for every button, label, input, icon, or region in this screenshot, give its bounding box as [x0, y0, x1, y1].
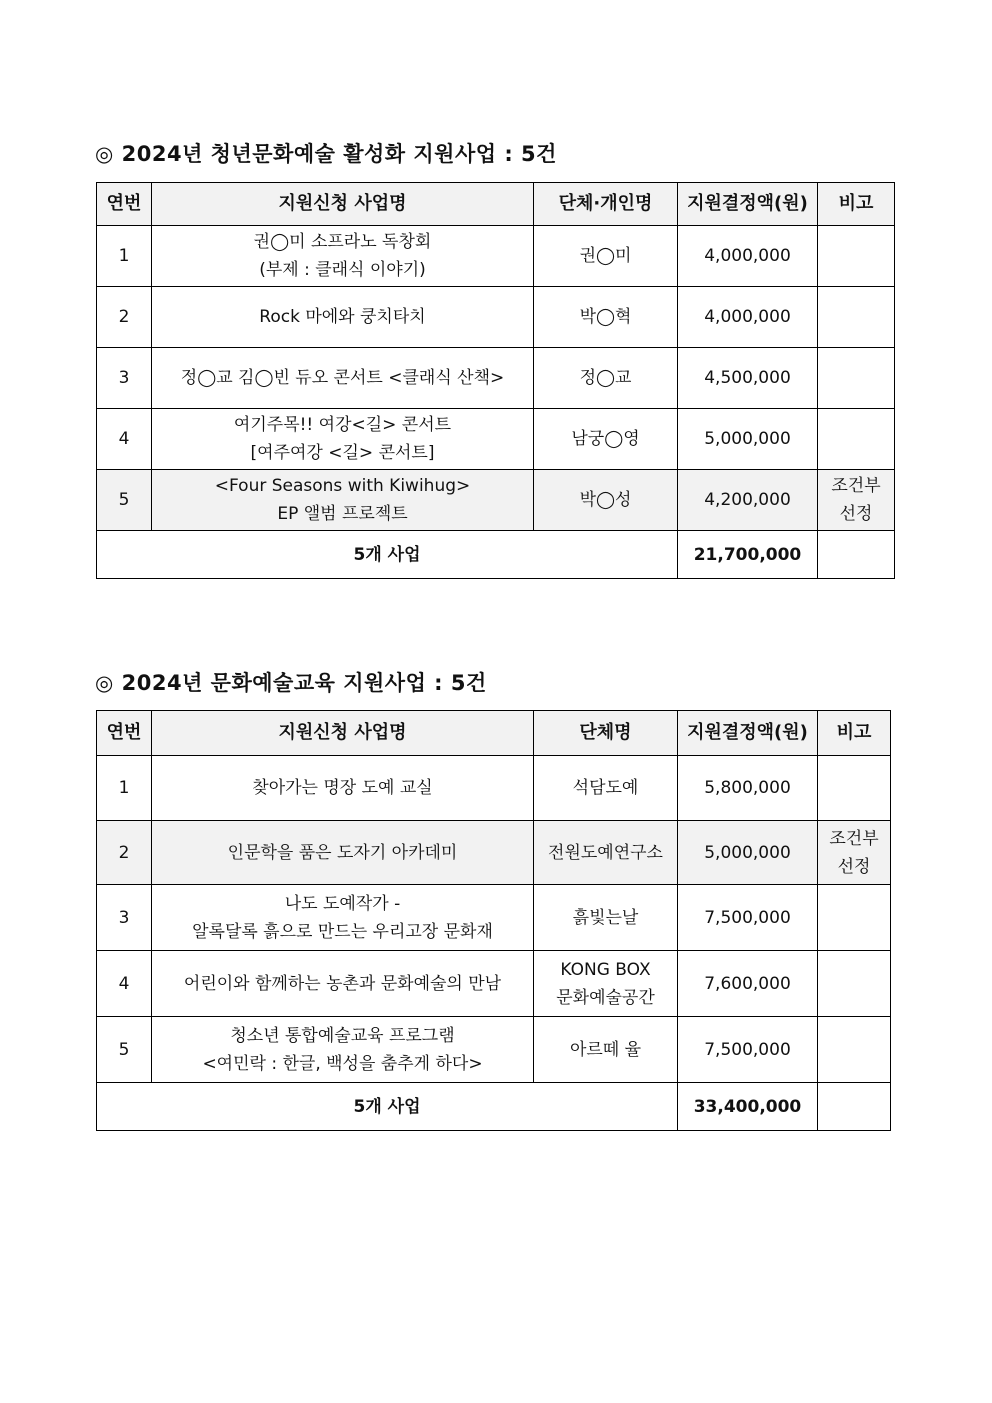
table-row: [97, 885, 891, 951]
table-row: [97, 287, 895, 348]
row-project: [152, 951, 534, 1017]
row-note: [818, 470, 895, 531]
header-amount: 지원결정액(원): [678, 183, 818, 226]
table-header-row: [97, 183, 895, 226]
row-amount: 4,000,000: [678, 287, 818, 348]
project-line: 찾아가는 명장 도예 교실: [252, 778, 433, 798]
note-line: 선정: [839, 504, 873, 524]
table-row: [97, 821, 891, 885]
row-no: 1: [97, 756, 152, 821]
table-row: [97, 409, 895, 470]
project-line: <Four Seasons with Kiwihug>: [214, 476, 471, 496]
row-note: [818, 226, 895, 287]
project-line: 인문학을 품은 도자기 아카데미: [227, 842, 458, 863]
total-amount: 33,400,000: [678, 1083, 818, 1131]
row-no: 5: [97, 470, 152, 531]
row-project: [152, 409, 534, 470]
project-line: 알록달록 흙으로 만드는 우리고장 문화재: [192, 921, 493, 942]
row-no: 3: [97, 885, 152, 951]
project-line: Rock 마에와 쿵치타치: [259, 307, 426, 327]
row-project: [152, 1017, 534, 1083]
project-line: 나도 도예작가 -: [284, 893, 401, 914]
header-org: 단체·개인명: [534, 183, 678, 226]
total-label: 5개 사업: [97, 1083, 678, 1131]
note-line: 선정: [837, 856, 871, 877]
table-row: [97, 1017, 891, 1083]
project-line: 권◯미 소프라노 독창회: [253, 232, 432, 252]
project-line: [여주여강 <길> 콘서트]: [250, 443, 435, 463]
note-line: 조건부: [829, 828, 879, 849]
row-note: [818, 756, 891, 821]
arts-education-table: [96, 710, 891, 1131]
row-no: 2: [97, 287, 152, 348]
row-org: [534, 951, 678, 1017]
row-note: [818, 348, 895, 409]
total-label: 5개 사업: [97, 531, 678, 579]
row-no: 4: [97, 409, 152, 470]
row-project: [152, 226, 534, 287]
row-org: 남궁◯영: [534, 409, 678, 470]
header-project: 지원신청 사업명: [152, 183, 534, 226]
row-no: 3: [97, 348, 152, 409]
org-line: 전원도예연구소: [548, 842, 663, 863]
org-line: 석담도예: [572, 778, 639, 798]
table-row: [97, 756, 891, 821]
section1-title: ◎ 2024년 청년문화예술 활성화 지원사업 : 5건: [95, 142, 557, 166]
total-note: [818, 531, 895, 579]
row-org: 박◯혁: [534, 287, 678, 348]
project-line: 청소년 통합예술교육 프로그램: [230, 1025, 455, 1046]
header-amount: 지원결정액(원): [678, 711, 818, 756]
project-line: 여기주목!! 여강<길> 콘서트: [233, 415, 452, 435]
project-line: <여민락 : 한글, 백성을 춤추게 하다>: [202, 1053, 483, 1074]
org-line: 문화예술공간: [556, 987, 655, 1008]
row-no: 1: [97, 226, 152, 287]
row-note: [818, 287, 895, 348]
header-note: 비고: [818, 183, 895, 226]
row-org: 권◯미: [534, 226, 678, 287]
row-note: [818, 885, 891, 951]
row-note: [818, 821, 891, 885]
row-no: 4: [97, 951, 152, 1017]
row-amount: 7,600,000: [678, 951, 818, 1017]
row-no: 2: [97, 821, 152, 885]
row-note: [818, 951, 891, 1017]
table-header-row: [97, 711, 891, 756]
total-note: [818, 1083, 891, 1131]
header-project: 지원신청 사업명: [152, 711, 534, 756]
row-project: [152, 287, 534, 348]
section2-title: ◎ 2024년 문화예술교육 지원사업 : 5건: [95, 671, 487, 695]
total-amount: 21,700,000: [678, 531, 818, 579]
row-note: [818, 1017, 891, 1083]
total-row: [97, 531, 895, 579]
row-amount: 4,200,000: [678, 470, 818, 531]
header-note: 비고: [818, 711, 891, 756]
org-line: 아르떼 율: [569, 1039, 642, 1060]
row-project: [152, 885, 534, 951]
row-amount: 7,500,000: [678, 885, 818, 951]
note-line: 조건부: [831, 476, 881, 496]
row-amount: 4,500,000: [678, 348, 818, 409]
header-org: 단체명: [534, 711, 678, 756]
table-row: [97, 348, 895, 409]
row-project: [152, 821, 534, 885]
project-line: (부제 : 클래식 이야기): [259, 260, 426, 280]
row-no: 5: [97, 1017, 152, 1083]
org-line: KONG BOX: [560, 959, 651, 980]
row-org: [534, 821, 678, 885]
youth-arts-table: [96, 182, 895, 579]
row-org: [534, 756, 678, 821]
header-no: 연번: [97, 711, 152, 756]
row-project: [152, 756, 534, 821]
header-no: 연번: [97, 183, 152, 226]
row-project: [152, 348, 534, 409]
project-line: EP 앨범 프로젝트: [277, 504, 408, 524]
org-line: 흙빛는날: [572, 907, 639, 928]
row-org: 박◯성: [534, 470, 678, 531]
table-row: [97, 951, 891, 1017]
project-line: 정◯교 김◯빈 듀오 콘서트 <클래식 산책>: [180, 368, 505, 388]
row-org: [534, 885, 678, 951]
total-row: [97, 1083, 891, 1131]
row-amount: 5,000,000: [678, 409, 818, 470]
row-project: [152, 470, 534, 531]
row-org: [534, 1017, 678, 1083]
row-note: [818, 409, 895, 470]
row-amount: 5,000,000: [678, 821, 818, 885]
project-line: 어린이와 함께하는 농촌과 문화예술의 만남: [183, 973, 502, 994]
row-org: 정◯교: [534, 348, 678, 409]
row-amount: 4,000,000: [678, 226, 818, 287]
row-amount: 5,800,000: [678, 756, 818, 821]
table-row: [97, 470, 895, 531]
table-row: [97, 226, 895, 287]
row-amount: 7,500,000: [678, 1017, 818, 1083]
